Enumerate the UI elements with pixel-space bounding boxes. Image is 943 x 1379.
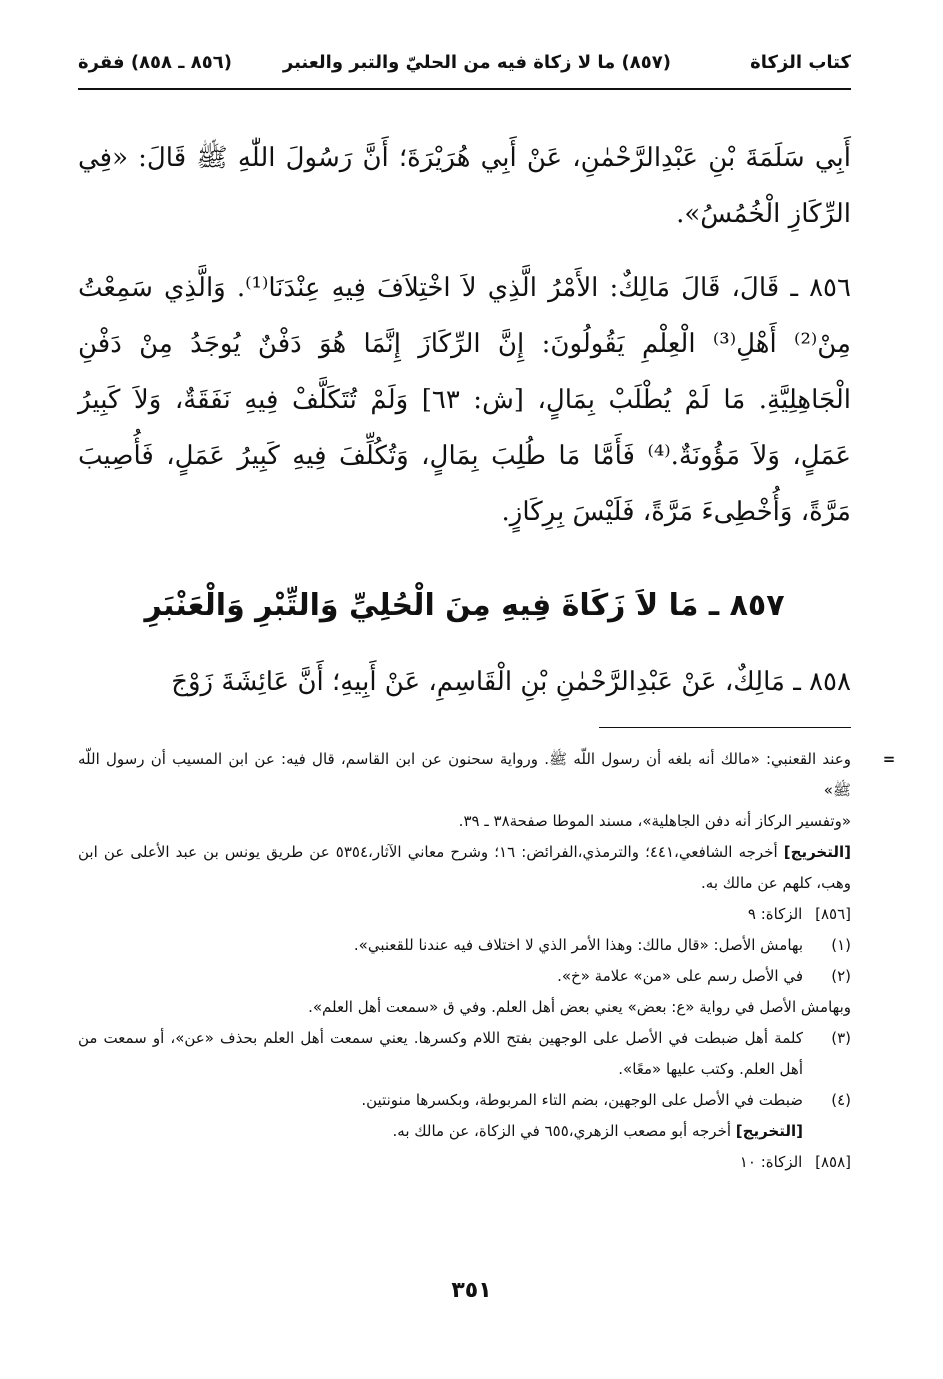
running-header	[78, 48, 851, 80]
note-line: وعند القعنبي: «مالك أنه بلغه أن رسول اللّه ﷺ. ورواية سحنون عن ابن القاسم، قال فيه: عن ابن المسيب أن رسول اللّه ﷺ»	[78, 750, 851, 799]
footnote-2	[78, 961, 851, 992]
footnote-1	[78, 930, 851, 961]
footnote-text: في الأصل رسم على «من» علامة «خ».	[557, 967, 803, 985]
header-book-title: كتاب الزكاة	[750, 52, 851, 73]
header-chapter-title: (٨٥٧) ما لا زكاة فيه من الحليّ والتبر والعنبر	[282, 52, 671, 73]
takhrij-label: [التخريج]	[735, 1122, 803, 1140]
reference-858	[78, 1147, 851, 1178]
takhrij-note	[78, 1116, 803, 1147]
footnote-3	[78, 1023, 851, 1085]
footnote-number: (٢)	[831, 967, 851, 985]
footnote-rule	[599, 727, 851, 728]
footnote-text: كلمة أهل ضبطت في الأصل على الوجهين بفتح اللام وكسرها. يعني سمعت أهل العلم بحذف «عن»، أو سمعت من أهل العلم. وكتب عليها «معًا».	[78, 1029, 803, 1078]
footnote-number: (١)	[831, 936, 851, 954]
continued-hadith: أَبِي سَلَمَةَ بْنِ عَبْدِالرَّحْمٰنِ، عَنْ أَبِي هُرَيْرَةَ؛ أَنَّ رَسُولَ اللّٰهِ ﷺ قَالَ: «فِي الرِّكَازِ الْخُمُسُ».	[78, 143, 851, 229]
continued-note	[78, 744, 896, 899]
footnotes	[78, 744, 896, 1178]
paragraph-858: ٨٥٨ ـ مَالِكٌ، عَنْ عَبْدِالرَّحْمٰنِ بْنِ الْقَاسِمِ، عَنْ أَبِيهِ؛ أَنَّ عَائِشَةَ زَوْجَ	[171, 667, 851, 697]
takhrij-text: أخرجه أبو مصعب الزهري،٦٥٥ في الزكاة، عن مالك به.	[392, 1122, 732, 1140]
takhrij-label: [التخريج]	[783, 843, 851, 861]
page-number: ٣٥١	[451, 1278, 492, 1303]
reference-key: [٨٥٨]	[815, 1153, 851, 1171]
footnote-text: بهامش الأصل: «قال مالك: وهذا الأمر الذي لا اختلاف فيه عندنا للقعنبي».	[353, 936, 803, 954]
paragraph-856: ٨٥٦ ـ قَالَ، قَالَ مَالِكٌ: الأَمْرُ الَّذِي لاَ اخْتِلاَفَ فِيهِ عِنْدَنَا⁽¹⁾. وَالَّذِي سَمِعْتُ مِنْ⁽²⁾ أَهْلِ⁽³⁾ الْعِلْمِ يَقُولُونَ: إِنَّ الرِّكَازَ إِنَّمَا هُوَ دَفْنٌ يُوجَدُ مِنْ دَفْنِ الْجَاهِلِيَّةِ. مَا لَمْ يُطْلَبْ بِمَالٍ، [ش: ٦٣] وَلَمْ تُتَكَلَّفْ فِيهِ نَفَقَةٌ، وَلاَ كَبِيرُ عَمَلٍ، وَلاَ مَؤُونَةٌ.⁽⁴⁾ فَأَمَّا مَا طُلِبَ بِمَالٍ، وَتُكُلِّفَ فِيهِ كَبِيرُ عَمَلٍ، فَأُصِيبَ مَرَّةً، وَأُخْطِىءَ مَرَّةً، فَلَيْسَ بِرِكَازٍ.	[78, 273, 852, 527]
continuation-mark: =	[882, 750, 896, 768]
takhrij-text: أخرجه الشافعي،٤٤١؛ والترمذي،الفرائض: ١٦؛ وشرح معاني الآثار،٥٣٥٤ عن طريق يونس بن عبد الأعلى عن ابن وهب، كلهم عن مالك به.	[78, 843, 851, 892]
footnote-number: (٣)	[831, 1029, 851, 1047]
footnote-2-continuation: وبهامش الأصل في رواية «ع: بعض» يعني بعض أهل العلم. وفي ق «سمعت أهل العلم».	[308, 998, 851, 1016]
main-text	[78, 130, 851, 710]
header-paragraph-range: (٨٥٦ ـ ٨٥٨) فقرة	[78, 52, 232, 73]
chapter-title-857: ٨٥٧ ـ مَا لاَ زَكَاةَ فِيهِ مِنَ الْحُلِيِّ وَالتِّبْرِ وَالْعَنْبَرِ	[144, 588, 785, 623]
reference-key: [٨٥٦]	[815, 905, 851, 923]
takhrij-note	[78, 837, 851, 899]
reference-value: الزكاة: ٩	[747, 905, 803, 923]
reference-value: الزكاة: ١٠	[739, 1153, 803, 1171]
note-line: «وتفسير الركاز أنه دفن الجاهلية»، مسند الموطا صفحة٣٨ ـ ٣٩.	[458, 812, 851, 830]
header-rule	[78, 88, 851, 90]
footnote-number: (٤)	[831, 1091, 851, 1109]
footnote-4	[78, 1085, 851, 1147]
reference-856	[78, 899, 851, 930]
footnote-text: ضبطت في الأصل على الوجهين، بضم التاء المربوطة، وبكسرها منونتين.	[361, 1091, 803, 1109]
